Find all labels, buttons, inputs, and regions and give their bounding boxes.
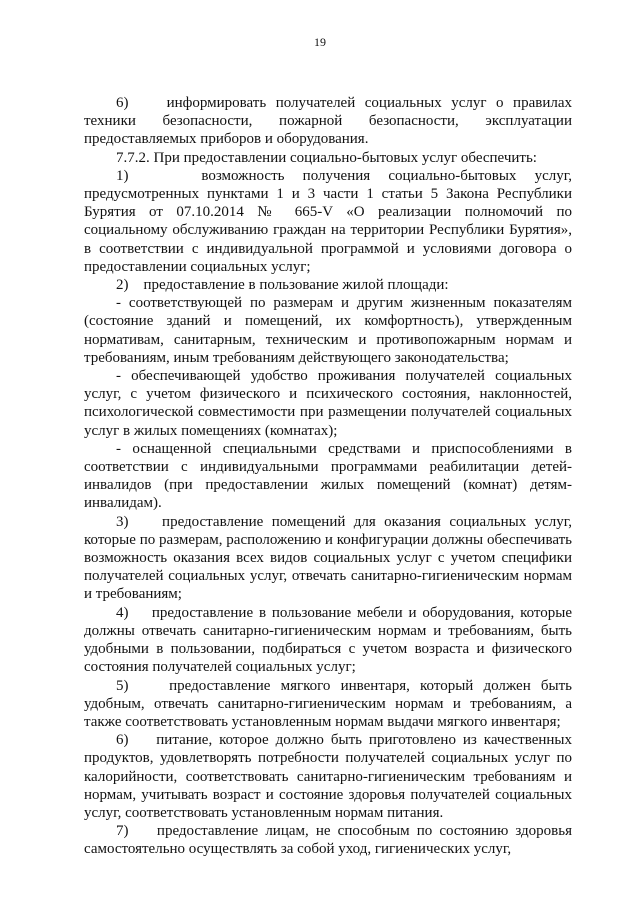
bullet-living-space-norms: - соответствующей по размерам и другим жизненным показателям (состояние зданий и помещений, их комфортность), утвержденным нормативам, санитарным, техническим и противопожарным нормам и требованиям, иным требованиям действующего законодательства; — [84, 295, 572, 366]
bullet-special-equipment: - оснащенной специальными средствами и приспособлениями в соответствии с индивидуальными программами реабилитации детей-инвалидов (при предоставлении жилых помещений (комнат) детям-инвалидам). — [84, 440, 572, 512]
document-body — [84, 94, 572, 859]
item-5-soft-inventory: 5) предоставление мягкого инвентаря, который должен быть удобным, отвечать санитарно-гигиеническим нормам и требованиям, а также соответствовать установленным нормам выдачи мягкого инвентаря; — [84, 677, 572, 730]
bullet-living-comfort: - обеспечивающей удобство проживания получателей социальных услуг, с учетом физического и психического состояния, наклонностей, психологической совместимости при размещении получателей социальных услуг в жилых помещениях (комнатах); — [84, 368, 572, 439]
item-4-furniture: 4) предоставление в пользование мебели и оборудования, которые должны отвечать санитарно-гигиеническим нормам и требованиям, быть удобными в пользовании, подбираться с учетом возраста и физического состояния получателей социальных услуг; — [84, 604, 572, 676]
section-7-7-2-heading: 7.7.2. При предоставлении социально-бытовых услуг обеспечить: — [116, 149, 537, 166]
page-number: 19 — [314, 35, 326, 49]
item-1-social-services-possibility: 1) возможность получения социально-бытовых услуг, предусмотренных пунктами 1 и 3 части 1 статьи 5 Закона Республики Бурятия от 07.10.2014 № 665-V «О реализации полномочий по социальному обслуживанию граждан на территории Республики Бурятия», в соответствии с индивидуальной программой и условиями договора о предоставлении социальных услуг; — [84, 167, 572, 275]
item-6-nutrition: 6) питание, которое должно быть приготовлено из качественных продуктов, удовлетворять потребности получателей социальных услуг по калорийности, соответствовать санитарно-гигиеническим требованиям и нормам, учитывать возраст и состояние здоровья получателей социальных услуг, соответствовать установленным нормам питания. — [84, 732, 572, 821]
item-2-living-space: 2) предоставление в пользование жилой площади: — [116, 277, 449, 294]
item-3-premises: 3) предоставление помещений для оказания социальных услуг, которые по размерам, расположению и конфигурации должны обеспечивать возможность оказания всех видов социальных услуг с учетом специфики получателей социальных услуг, отвечать санитарно-гигиеническим нормам и требованиям; — [84, 513, 572, 603]
item-6-inform-safety-rules: 6) информировать получателей социальных услуг о правилах техники безопасности, пожарной безопасности, эксплуатации предоставляемых приборов и оборудования. — [84, 95, 572, 148]
item-7-hygiene-services: 7) предоставление лицам, не способным по состоянию здоровья самостоятельно осуществлять за собой уход, гигиенических услуг, — [84, 823, 572, 858]
